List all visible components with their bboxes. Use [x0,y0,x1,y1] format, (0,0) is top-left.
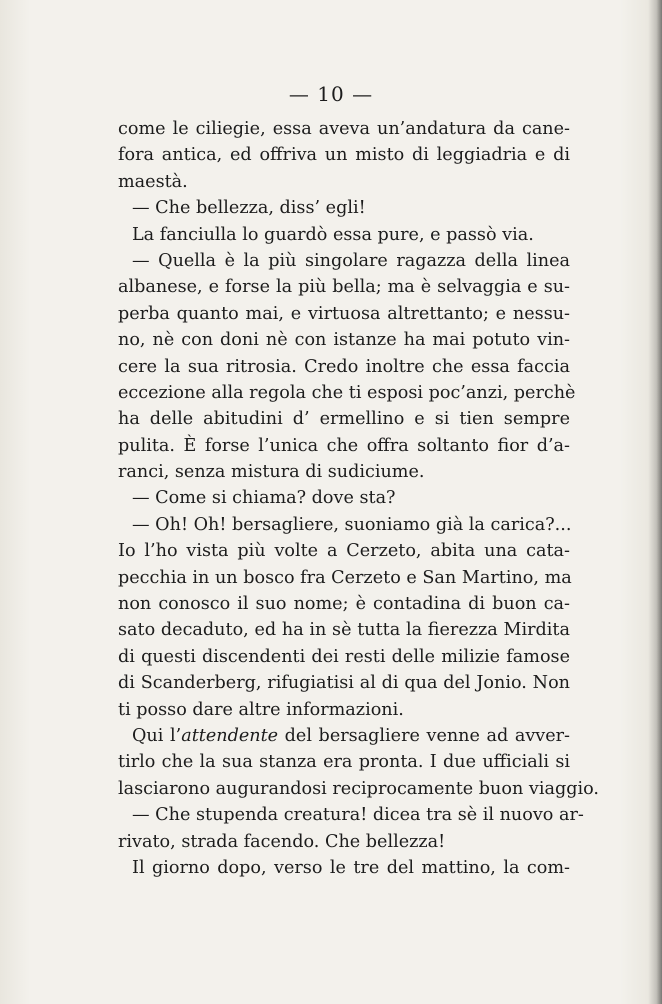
text-line: lasciarono augurandosi reciprocamente buon viaggio. [118,778,599,799]
text-line: ha delle abitudini d’ ermellino e si tien sempre [118,409,570,430]
text-line: perba quanto mai, e virtuosa altrettanto; e nessu- [118,303,570,324]
text-line: fora antica, ed offriva un misto di leggiadria e di [118,145,570,166]
text-line: — Quella è la più singolare ragazza della linea [132,250,570,271]
body-text [118,116,599,881]
text-line: cere la sua ritrosia. Credo inoltre che essa faccia [118,356,570,377]
text-line: — Come si chiama? dove sta? [132,488,396,509]
text-line: — Oh! Oh! bersagliere, suoniamo già la carica?... [132,514,572,535]
text-line: — Che bellezza, diss’ egli! [132,198,366,219]
text-line: eccezione alla regola che ti esposi poc’anzi, perchè [118,382,576,403]
text-line: no, nè con doni nè con istanze ha mai potuto vin- [118,330,570,351]
text-line: sato decaduto, ed ha in sè tutta la fierezza Mirdita [118,620,570,641]
page-number: — 10 — [288,82,374,106]
page-edge-shadow [648,0,662,1004]
text-line: rivato, strada facendo. Che bellezza! [118,831,446,852]
text-line: pulita. È forse l’unica che offra soltanto fior d’a- [118,435,570,456]
text-segment: Qui l’ [132,725,182,746]
text-line: tirlo che la sua stanza era pronta. I due ufficiali si [118,752,570,773]
text-line: albanese, e forse la più bella; ma è selvaggia e su- [118,277,570,298]
text-line: come le ciliegie, essa aveva un’andatura da cane- [118,119,570,139]
text-line: di Scanderberg, rifugiatisi al di qua del Jonio. Non [118,673,570,694]
text-line: Il giorno dopo, verso le tre del mattino, la com- [132,857,570,878]
text-line: maestà. [118,171,188,192]
text-line: di questi discendenti dei resti delle milizie famose [118,646,570,667]
text-segment: del bersagliere venne ad avver- [278,725,570,746]
text-line: pecchia in un bosco fra Cerzeto e San Martino, ma [118,567,572,588]
text-line: ti posso dare altre informazioni. [118,699,404,720]
text-line: ranci, senza mistura di sudiciume. [118,462,425,483]
text-line: La fanciulla lo guardò essa pure, e passò via. [132,224,534,245]
text-line [118,723,570,749]
text-line: — Che stupenda creatura! dicea tra sè il nuovo ar- [132,805,584,826]
italic-word: attendente [181,725,279,746]
text-line: non conosco il suo nome; è contadina di buon ca- [118,594,570,615]
text-line: Io l’ho vista più volte a Cerzeto, abita una cata- [118,541,570,562]
